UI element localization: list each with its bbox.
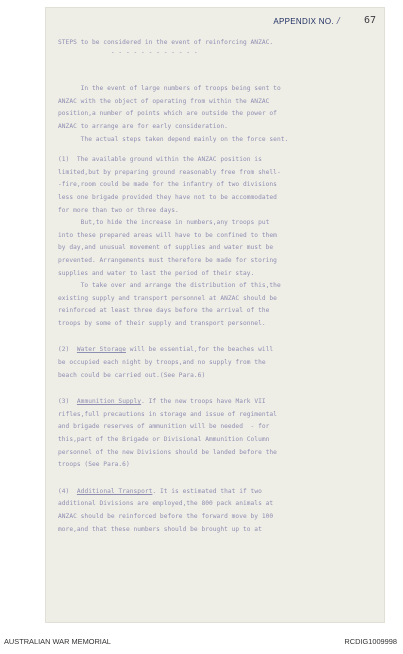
text-line: rifles,full precautions in storage and issue of regimental	[58, 410, 277, 418]
section-heading: Additional Transport	[76, 487, 153, 495]
appendix-handwritten-number: /	[336, 16, 340, 27]
document-page	[46, 8, 384, 622]
text-line: limited,but by preparing ground reasonably free from shell-	[58, 168, 281, 176]
intro-paragraph	[58, 83, 372, 146]
text-line: into these prepared areas will have to be confined to them	[58, 231, 277, 239]
text-line: be occupied each night by troops,and no supply from the	[58, 359, 266, 367]
text-line: existing supply and transport personnel at ANZAC should be	[58, 294, 277, 302]
text-line: less one brigade provided they have not to be accommodated	[58, 193, 277, 201]
text-line: (4) Additional Transport. It is estimated that if two	[58, 487, 262, 495]
text-line: ANZAC to arrange are for early consideration.	[58, 122, 228, 130]
page-number: 67	[363, 15, 376, 26]
text-line: prevented. Arrangements must therefore be made for storing	[58, 256, 277, 264]
text-line: more,and that these numbers should be brought up to at	[58, 525, 262, 533]
section-heading: Water Storage	[76, 346, 126, 354]
text-line: this,part of the Brigade or Divisional Ammunition Column	[58, 436, 270, 444]
text-line: To take over and arrange the distribution of this,the	[58, 282, 281, 290]
section-heading: Ammunition Supply	[76, 398, 142, 406]
text-line: position,a number of points which are outside the power of	[58, 110, 277, 118]
institution-name: AUSTRALIAN WAR MEMORIAL	[4, 637, 111, 646]
appendix-stamp	[273, 16, 340, 27]
document-title: STEPS to be considered in the event of reinforcing ANZAC. - - - - - - - - - - - -	[58, 39, 274, 56]
text-line: additional Divisions are employed,the 800 pack animals at	[58, 500, 274, 508]
text-line: In the event of large numbers of troops being sent to	[58, 85, 281, 93]
text-line: and brigade reserves of ammunition will be needed - for	[58, 423, 270, 431]
text-line: ANZAC with the object of operating from within the ANZAC	[58, 97, 270, 105]
text-line: troops by some of their supply and transport personnel.	[58, 319, 266, 327]
paragraph-2-water-storage	[58, 344, 372, 382]
text-line: (1) The available ground within the ANZAC position is	[58, 156, 262, 164]
text-line: ANZAC should be reinforced before the forward move by 100	[58, 513, 274, 520]
text-line: The actual steps taken depend mainly on the force sent.	[58, 135, 289, 143]
text-line: troops (See Para.6)	[58, 461, 130, 469]
text-line: (2) Water Storage will be essential,for the beaches will	[58, 346, 274, 354]
text-line: supplies and water to last the period of their stay.	[58, 269, 255, 277]
paragraph-3-ammunition-supply	[58, 396, 372, 472]
text-line: -fire,room could be made for the infantry of two divisions	[58, 181, 277, 189]
text-line: (3) Ammunition Supply. If the new troops have Mark VII	[58, 398, 266, 406]
text-line: beach could be carried out.(See Para.6)	[58, 371, 206, 379]
text-line: by day,and unusual movement of supplies and water must be	[58, 244, 274, 252]
text-line: But,to hide the increase in numbers,any troops put	[58, 219, 270, 227]
appendix-label: APPENDIX NO.	[273, 17, 334, 26]
text-line: reinforced at least three days before the arrival of the	[58, 307, 270, 315]
text-line: for more than two or three days.	[58, 206, 179, 214]
paragraph-4-additional-transport	[58, 486, 372, 536]
paragraph-1	[58, 154, 372, 330]
record-reference: RCDIG1009998	[344, 637, 397, 646]
text-line: personnel of the new Divisions should be landed before the	[58, 448, 277, 456]
document-body	[58, 37, 372, 536]
